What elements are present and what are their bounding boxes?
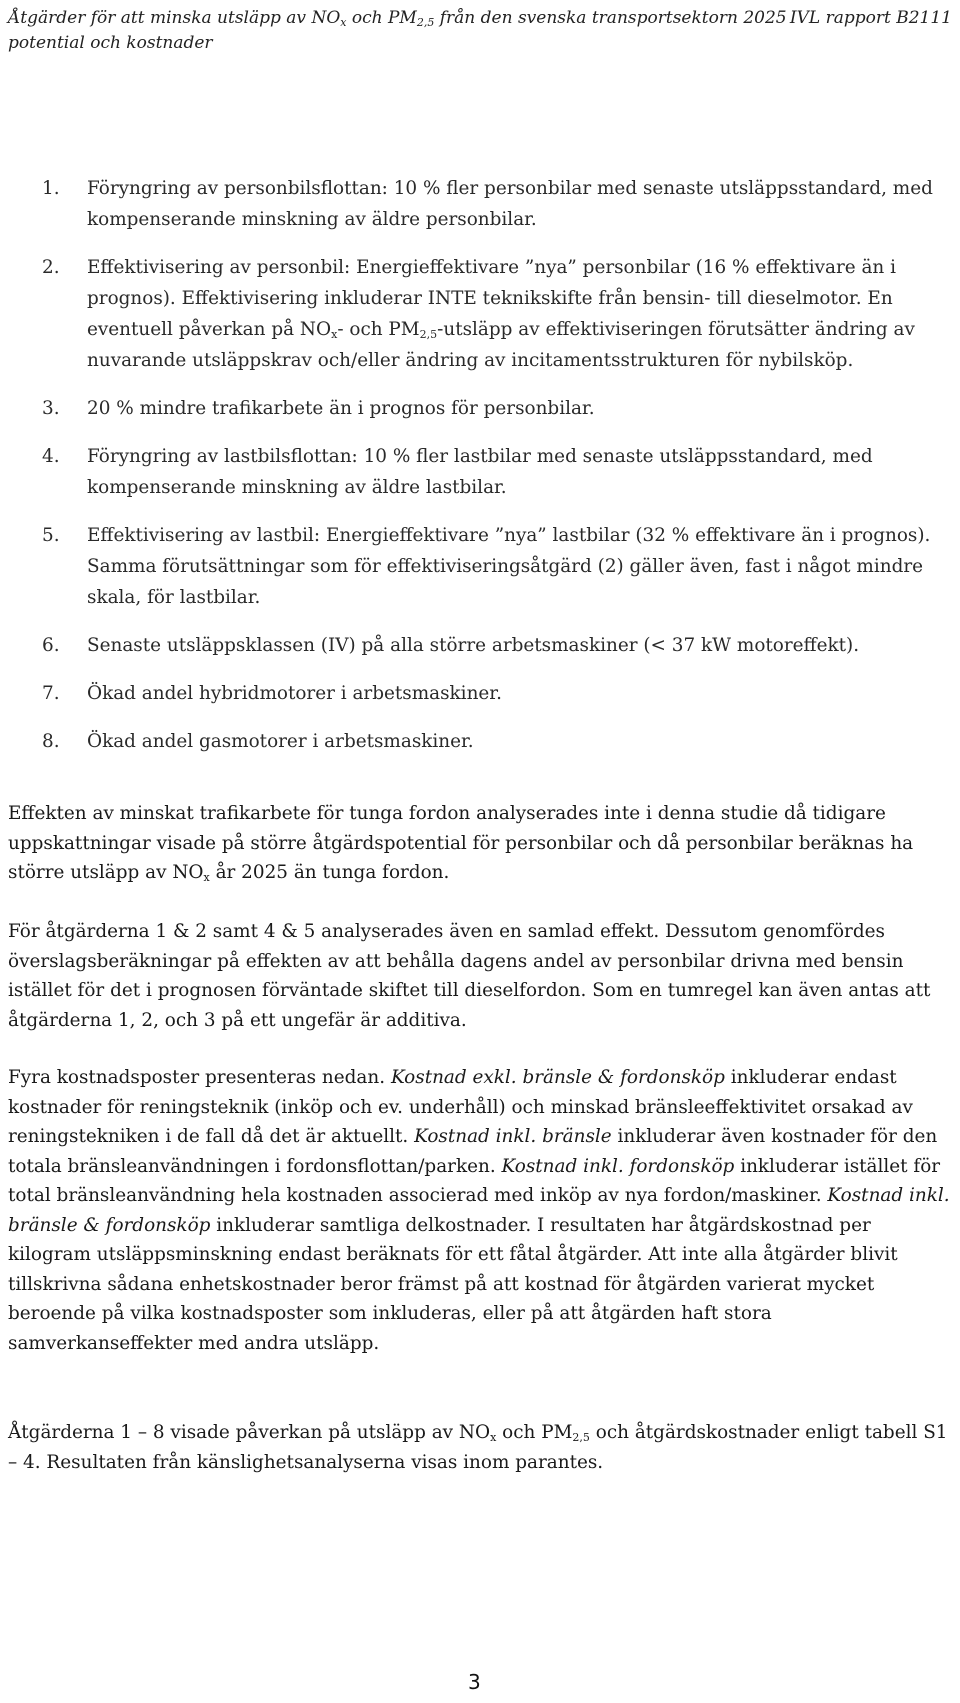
list-item: 2. Effektivisering av personbil: Energieffektivare ”nya” personbilar (16 % effektivare än i prognos). Effektivisering inkluderar INTE teknikskifte från bensin- till dieselmotor. En eventuell påverkan på $NO_x-$ och $PM_{2,5}$-utsläpp av effektiviseringen förutsätter ändring av nuvarande utsläppskrav och/eller ändring av incitamentsstrukturen för nybilsköp. [42, 257, 915, 371]
list-item: 8. Ökad andel gasmotorer i arbetsmaskiner. [42, 731, 474, 752]
paragraph-costs: Fyra kostnadsposter presenteras nedan. Kostnad exkl. bränsle & fordonsköp inkluderar endast kostnader för reningsteknik (inköp och ev. underhåll) och minskad bränsleeffektivitet orsakad av reningstekniken i de fall då det är aktuellt. Kostnad inkl. bränsle inkluderar även kostnader för den totala bränsleanvändningen i fordonsflottan/parken. Kostnad inkl. fordonsköp inkluderar istället för total bränsleanvändning hela kostnaden associerad med inköp av nya fordon/maskiner. Kostnad inkl. bränsle & fordonsköp inkluderar samtliga delkostnader. I resultaten har åtgärdskostnad per kilogram utsläppsminskning endast beräknats för ett fåtal åtgärder. Att inte alla åtgärder blivit tillskrivna sådana enhetskostnader beror främst på att kostnad för åtgärden varierat mycket beroende på vilka kostnadsposter som inkluderas, eller på att åtgärden haft stora samverkanseffekter med andra utsläpp. [8, 1067, 950, 1354]
list-item: 3. 20 % mindre trafikarbete än i prognos för personbilar. [42, 398, 595, 419]
list-item: 6. Senaste utsläppsklassen (IV) på alla större arbetsmaskiner (< 37 kW motoreffekt). [42, 635, 860, 656]
list-item: 7. Ökad andel hybridmotorer i arbetsmaskiner. [42, 683, 502, 704]
header-title: Åtgärder för att minska utsläpp av $NO_x$ och $PM_{2,5}$ från den svenska transportsektorn 2025 [8, 8, 787, 29]
running-header [8, 6, 952, 56]
measure-list [8, 173, 952, 774]
paragraph-combined: För åtgärderna 1 & 2 samt 4 & 5 analyserades även en samlad effekt. Dessutom genomfördes överslagsberäkningar på effekten av att behålla dagens andel av personbilar drivna med bensin istället för det i prognosen förväntade skiftet till dieselfordon. Som en tumregel kan även antas att åtgärderna 1, 2, och 3 på ett ungefär är additiva. [8, 921, 931, 1031]
list-item: 5. Effektivisering av lastbil: Energieffektivare ”nya” lastbilar (32 % effektivare än i prognos). Samma förutsättningar som för effektiviseringsåtgärd (2) gäller även, fast i något mindre skala, för lastbilar. [42, 525, 931, 608]
paragraph-traffic: Effekten av minskat trafikarbete för tunga fordon analyserades inte i denna studie då tidigare uppskattningar visade på större åtgärdspotential för personbilar och då personbilar beräknas ha större utsläpp av $NO_x$ år 2025 än tunga fordon. [8, 803, 914, 884]
list-item: 1. Föryngring av personbilsflottan: 10 % fler personbilar med senaste utsläppsstandard, med kompenserande minskning av äldre personbilar. [42, 178, 933, 230]
list-item: 4. Föryngring av lastbilsflottan: 10 % fler lastbilar med senaste utsläppsstandard, med kompenserande minskning av äldre lastbilar. [42, 446, 873, 498]
header-subtitle: potential och kostnader [8, 33, 213, 53]
report-number: IVL rapport B2111 [789, 8, 952, 28]
page-number: 3 [468, 1670, 481, 1694]
paragraph-results: Åtgärderna 1 – 8 visade påverkan på utsläpp av $NO_x$ och $PM_{2,5}$ och åtgärdskostnader enligt tabell S1 – 4. Resultaten från känslighetsanalyserna visas inom parantes. [8, 1422, 948, 1473]
